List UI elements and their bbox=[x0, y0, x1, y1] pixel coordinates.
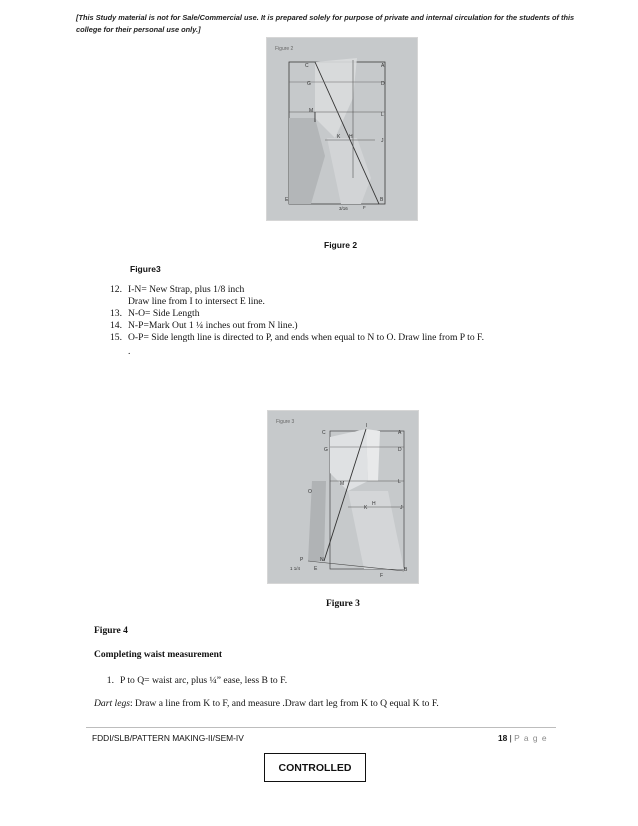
figure-3-caption: Figure 3 bbox=[326, 599, 360, 609]
footer-page bbox=[498, 733, 548, 743]
point-c: C bbox=[322, 430, 326, 436]
point-b: B bbox=[404, 567, 408, 573]
point-d: D bbox=[381, 81, 385, 87]
point-h: H bbox=[372, 501, 376, 507]
point-g: G bbox=[324, 447, 328, 453]
step-text: P to Q= waist arc, plus ¼” ease, less B to F. bbox=[120, 675, 288, 686]
measure-label: 3/16 bbox=[339, 206, 348, 211]
point-e: E bbox=[285, 197, 289, 203]
point-l: L bbox=[381, 112, 384, 118]
step-text: I-N= New Strap, plus 1/8 inch bbox=[128, 284, 245, 295]
footer-divider bbox=[86, 727, 556, 728]
measure-label: 1 1/4 bbox=[290, 566, 301, 571]
point-i: I bbox=[366, 423, 368, 429]
dart-legs-text: : Draw a line from K to F, and measure .Draw dart leg from K to Q equal K to F. bbox=[129, 698, 439, 709]
step-12-continuation bbox=[100, 296, 540, 308]
figure-2-diagram bbox=[267, 38, 417, 220]
point-m: M bbox=[340, 481, 345, 487]
point-d: D bbox=[398, 447, 402, 453]
step-number: 14. bbox=[110, 320, 122, 331]
point-j: J bbox=[381, 138, 384, 144]
step-text: . bbox=[128, 346, 131, 357]
step-text: Draw line from I to intersect E line. bbox=[128, 296, 265, 307]
figure-3-image bbox=[268, 411, 418, 583]
point-m: M bbox=[309, 108, 314, 114]
figure-4-heading: Figure 4 bbox=[94, 626, 128, 636]
step-13 bbox=[100, 308, 540, 320]
step-number: 15. bbox=[110, 332, 122, 343]
step-15-continuation bbox=[100, 346, 540, 358]
point-o: O bbox=[308, 489, 312, 495]
section-title: Completing waist measurement bbox=[94, 650, 223, 660]
figure-3-inset-label: Figure 3 bbox=[276, 419, 295, 425]
waist-step-1 bbox=[92, 675, 532, 687]
point-f: F bbox=[363, 205, 366, 210]
point-n: N bbox=[320, 557, 324, 563]
step-15 bbox=[100, 332, 560, 344]
step-number: 1. bbox=[106, 675, 114, 686]
point-a: A bbox=[381, 63, 385, 69]
figure-2-inset-label: Figure 2 bbox=[275, 46, 294, 52]
point-b: B bbox=[380, 197, 384, 203]
step-number: 13. bbox=[110, 308, 122, 319]
figure-3-heading: Figure3 bbox=[130, 264, 161, 274]
page-word: P a g e bbox=[514, 733, 548, 743]
point-k: K bbox=[364, 505, 368, 511]
step-text: N-P=Mark Out 1 ¼ inches out from N line.) bbox=[128, 320, 298, 331]
point-k: K bbox=[337, 134, 341, 140]
point-l: L bbox=[398, 479, 401, 485]
dart-legs-paragraph bbox=[94, 698, 554, 710]
step-number: 12. bbox=[110, 284, 122, 295]
point-p: P bbox=[300, 557, 304, 563]
page-separator: | bbox=[507, 733, 515, 743]
point-g: G bbox=[307, 81, 311, 87]
step-14 bbox=[100, 320, 540, 332]
step-12 bbox=[100, 284, 540, 296]
page-number: 18 bbox=[498, 733, 508, 743]
point-a: A bbox=[398, 430, 402, 436]
point-f: F bbox=[380, 573, 384, 579]
footer-course-code: FDDI/SLB/PATTERN MAKING-II/SEM-IV bbox=[92, 733, 244, 743]
figure-3-diagram bbox=[268, 411, 418, 583]
step-text: O-P= Side length line is directed to P, and ends when equal to N to O. Draw line from P to F. bbox=[128, 332, 485, 343]
point-e: E bbox=[314, 566, 318, 572]
point-h: H bbox=[349, 134, 353, 140]
disclaimer: [This Study material is not for Sale/Commercial use. It is prepared solely for purpose of private and internal circulation for the students of this college for their personal use only.] bbox=[76, 13, 575, 34]
point-c: C bbox=[305, 63, 309, 69]
dart-legs-label: Dart legs bbox=[94, 698, 130, 709]
point-j: J bbox=[400, 505, 403, 511]
step-text: N-O= Side Length bbox=[128, 308, 200, 319]
figure-2-image bbox=[267, 38, 417, 220]
figure-2-caption: Figure 2 bbox=[324, 240, 358, 250]
controlled-stamp: CONTROLLED bbox=[264, 753, 366, 782]
